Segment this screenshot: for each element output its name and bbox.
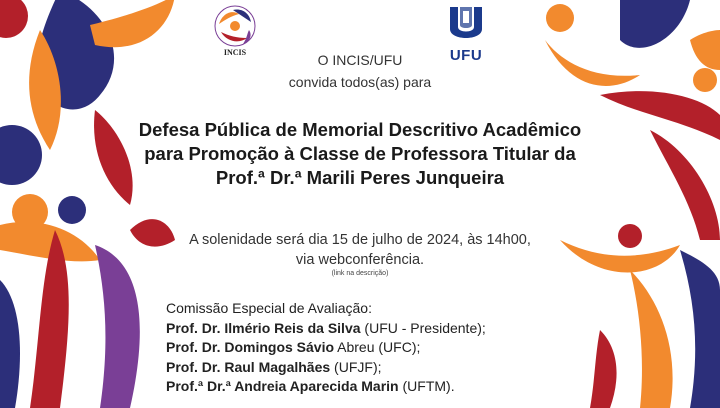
incis-logo-mark <box>209 4 261 48</box>
figure-head-navy-2 <box>58 196 86 224</box>
incis-logo-text: INCIS <box>223 48 247 57</box>
figure-body-red-3 <box>650 130 720 240</box>
committee-member-name: Prof. Dr. Domingos Sávio <box>166 339 335 356</box>
figure-head-navy <box>0 125 42 185</box>
committee-member <box>166 377 586 397</box>
figure-limb-red-3 <box>590 330 617 408</box>
ufu-logo-mark <box>440 3 492 47</box>
committee-member-affiliation: (UFU - Presidente); <box>360 319 486 336</box>
event-date-line: A solenidade será dia 15 de julho de 2024, às 14h00, <box>189 232 531 248</box>
ufu-logo-text: UFU <box>449 47 483 64</box>
intro-line-2: convida todos(as) para <box>288 74 432 90</box>
figure-arm-red-2 <box>600 91 720 140</box>
committee-member <box>166 338 586 358</box>
event-link-note: (link na descrição) <box>331 270 389 277</box>
committee-member-name: Prof. Dr. Ilmério Reis da Silva <box>166 319 361 336</box>
committee-section <box>166 299 586 397</box>
event-title <box>110 118 610 190</box>
event-platform-line: via webconferência. <box>295 252 425 268</box>
figure-arm-orange <box>90 0 175 47</box>
title-line-1: Defesa Pública de Memorial Descritivo Acadêmico <box>138 119 582 140</box>
figure-body-navy-2 <box>0 280 20 408</box>
committee-member-affiliation: Abreu (UFC); <box>334 339 421 356</box>
committee-member-name: Prof. Dr. Raul Magalhães <box>166 358 331 375</box>
title-line-3: Prof.ª Dr.ª Marili Peres Junqueira <box>215 167 505 188</box>
committee-member-name: Prof.ª Dr.ª Andreia Aparecida Marin <box>166 378 399 395</box>
committee-member-affiliation: (UFTM). <box>398 378 455 395</box>
figure-head-red <box>0 0 28 38</box>
figure-body-navy-3 <box>620 0 690 48</box>
committee-member <box>166 319 586 339</box>
intro-line-1: O INCIS/UFU <box>317 52 403 68</box>
committee-member-affiliation: (UFJF); <box>330 358 382 375</box>
title-line-2: para Promoção à Classe de Professora Titular da <box>144 143 576 164</box>
figure-head-orange-3 <box>546 4 574 32</box>
committee-member <box>166 358 586 378</box>
figure-body-orange-2 <box>630 270 673 408</box>
committee-heading: Comissão Especial de Avaliação: <box>166 300 372 316</box>
